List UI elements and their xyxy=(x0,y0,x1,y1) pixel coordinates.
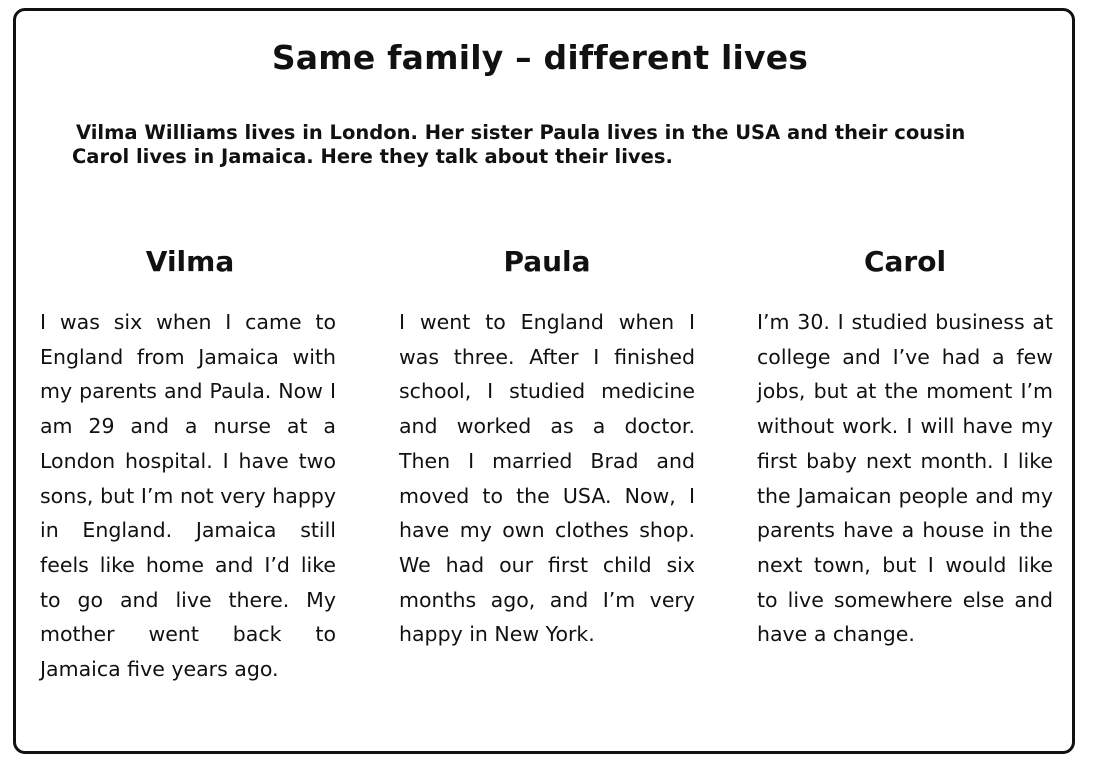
column-carol xyxy=(757,243,1053,652)
intro-line-2: Carol lives in Jamaica. Here they talk about their lives. xyxy=(72,145,673,168)
intro-paragraph xyxy=(72,121,1032,169)
column-paula xyxy=(399,243,695,652)
column-text-vilma: I was six when I came to England from Jamaica with my parents and Paula. Now I am 29 and a nurse at a London hospital. I have two sons, but I’m not very happy in England. Jamaica still feels like home and I’d like to go and live there. My mother went back to Jamaica five years ago. xyxy=(40,310,336,682)
intro-line-1: Vilma Williams lives in London. Her sister Paula lives in the USA and their cousin xyxy=(76,121,966,144)
column-text-carol: I’m 30. I studied business at college and I’ve had a few jobs, but at the moment I’m without work. I will have my first baby next month. I like the Jamaican people and my parents have a house in the next town, but I would like to live somewhere else and have a change. xyxy=(757,310,1053,647)
column-vilma xyxy=(40,243,336,687)
column-name-vilma: Vilma xyxy=(145,245,235,278)
page-title: Same family – different lives xyxy=(271,38,809,77)
column-name-paula: Paula xyxy=(503,245,591,278)
column-text-paula: I went to England when I was three. After I finished school, I studied medicine and worked as a doctor. Then I married Brad and moved to the USA. Now, I have my own clothes shop. We had our first child six months ago, and I’m very happy in New York. xyxy=(399,310,695,647)
column-name-carol: Carol xyxy=(863,245,947,278)
